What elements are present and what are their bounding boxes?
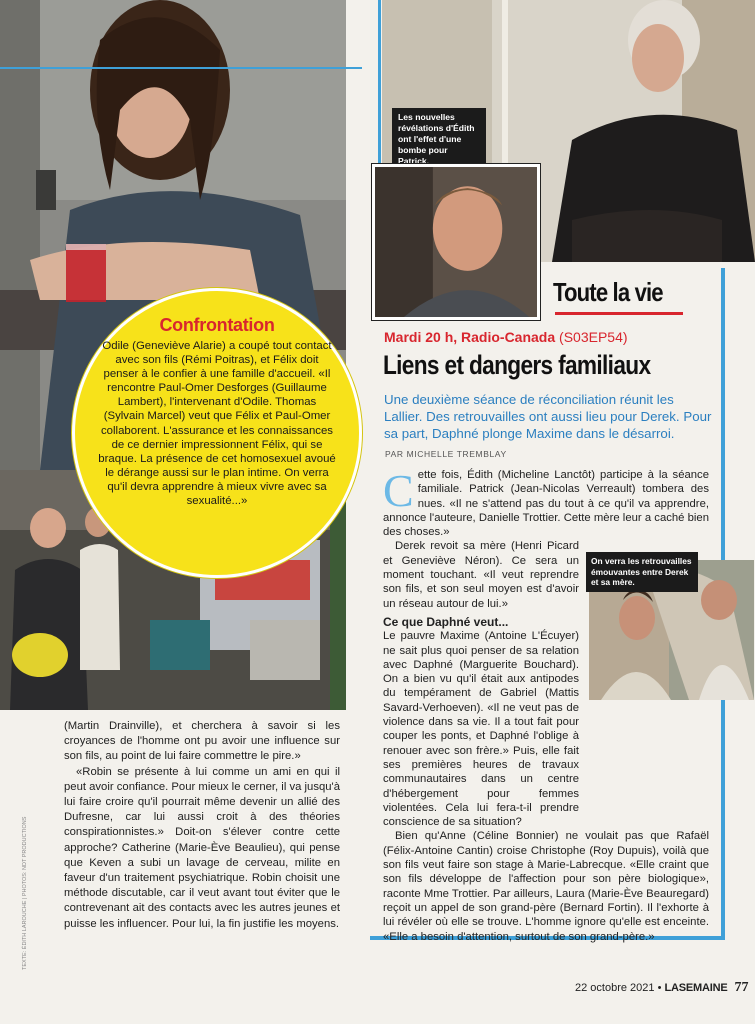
article-headline: Liens et dangers familiaux (383, 350, 651, 380)
confrontation-text: Odile (Geneviève Alarie) a coupé tout contact avec son fils (Rémi Poitras), et Félix doit penser à le confier à une famille d'accueil. «Il rencontre Paul-Omer Desforges (Guillaume Lambert), l'intervenant d'Odile. Thomas (Sylvain Marcel) veut que Félix et Paul-Omer collaborent. L'assurance et les connaissances de ce dernier impressionnent Félix, qui se braque. La présence de cet homosexuel avoué le dérange aussi sur le plan intime. On verra qu'il devra apprendre à mieux vivre avec sa sexualité...» (98, 340, 336, 508)
photo-credit: TEXTE: ÉDITH LAROUCHE | PHOTOS: NDT PRODUCTIONS (22, 816, 28, 970)
left-paragraph-2: «Robin se présente à lui comme un ami en qui il peut avoir confiance. Pour mieux le cerner, il va jusqu'à lui faire croire qu'il pourrait même devenir un allié des Dufresne, car lui aussi croit à des théories conspirationnistes.» Doit-on s'élever contre cette approche? Catherine (Marie-Ève Beaulieu), qui pense que Keven a subi un lavage de cerveau, milite en faveur d'un traitement psychiatrique. Robin choisit une méthode discutable, car il veut avant tout éviter que le contrevenant ait des contacts avec les autres jeunes et puisse les influencer. Pour lui, la fin justifie les moyens. (64, 765, 340, 930)
article-paragraph-3a: Le pauvre Maxime (Antoine L'Écuyer) ne sait plus quoi penser de sa relation avec Daphné (Marguerite Bouchard). On a bien vu qu'il était aux antipodes du tempérament de Gabriel (Mattis Savard-Verhoeven). «Il ne veut pas de violence dans sa vie. Il a tout fait pour couper les ponts, et Daphné l'oblige à renouer avec son frère.» Puis, elle fait ses premières heures de travaux communautaires dans un centre d'hébergement pour femmes violentées. Cela lui fera-t-il prendre conscience de sa situation? (383, 630, 579, 829)
left-column-text (64, 719, 340, 932)
confrontation-title: Confrontation (159, 315, 275, 335)
page-footer (575, 980, 749, 996)
magazine-brand: LASEMAINE (664, 982, 728, 994)
broadcast-schedule (384, 329, 628, 345)
drop-cap: C (383, 465, 414, 516)
confrontation-bubble (72, 288, 362, 578)
episode-code: (S03EP54) (559, 329, 628, 345)
title-underline (555, 312, 683, 315)
edith-caption: Les nouvelles révélations d'Édith ont l'effet d'une bombe pour Patrick. (392, 108, 486, 171)
left-paragraph-1: (Martin Drainville), et cherchera à savoir si les croyances de l'homme ont pu avoir une influence sur son fils, au point de lui faire commettre le pire.» (64, 720, 340, 763)
byline: PAR MICHELLE TREMBLAY (385, 449, 507, 459)
schedule-time-channel: Mardi 20 h, Radio-Canada (384, 329, 556, 345)
article-body (383, 465, 709, 944)
article-paragraph-2: Derek revoit sa mère (Henri Picard et Geneviève Néron). Ce sera un moment touchant. «Il veut reprendre son fils, et son seul moyen est d'avoir un réseau autour de lui.» (383, 540, 579, 610)
derek-caption: On verra les retrouvailles émouvantes entre Derek et sa mère. (586, 552, 698, 592)
page-number: 77 (734, 980, 749, 995)
decorative-rule (0, 67, 362, 69)
article-subhead: Ce que Daphné veut... (383, 614, 509, 629)
issue-date: 22 octobre 2021 (575, 982, 655, 994)
show-title: Toute la vie (553, 277, 663, 307)
article-lead: Une deuxième séance de réconciliation réunit les Lallier. Des retrouvailles ont aussi lieu pour Derek. Pour sa part, Daphné plonge Maxime dans le désarroi. (384, 392, 712, 441)
article-paragraph-4: Bien qu'Anne (Céline Bonnier) ne voulait pas que Rafaël (Félix-Antoine Cantin) croise Christophe (Roy Dupuis), voilà que son fils veut faire son stage à Marie-Labrecque. «Elle craint que son fils développe de l'affection pour son père biologique», raconte Mme Trottier. Par ailleurs, Laura (Marie-Ève Beauregard) reçoit un appel de son grand-père (Bernard Fortin). Il l'exhorte à lui révéler où elle se trouve. L'homme ignore qu'elle est enceinte. «Elle a besoin d'attention, surtout de son grand-père.» (383, 830, 709, 943)
footer-bullet: • (657, 982, 662, 994)
article-paragraph-1: Cette fois, Édith (Micheline Lanctôt) participe à la séance familiale. Patrick (Jean-Nicolas Verreault) tombera des nues. «Il ne s'attend pas du tout à ce qu'il va apprendre, annonce l'auteure, Danielle Trottier. Cette mère leur a caché bien des choses.» (383, 465, 709, 539)
